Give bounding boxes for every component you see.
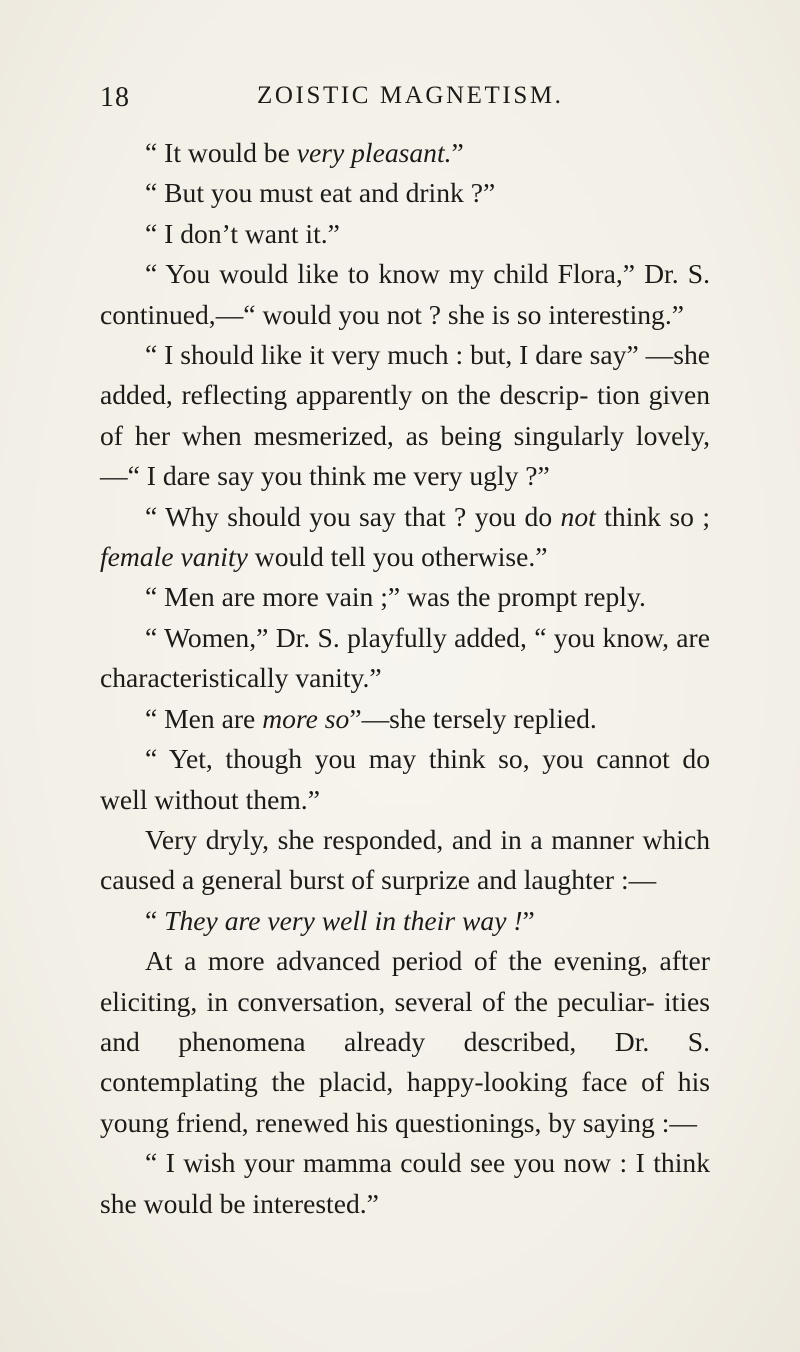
paragraph: “ I should like it very much : but, I dare say” —she added, reflecting apparently on the descrip- tion given of her when mesmerized, as being singularly lovely,—“ I dare say you think me very ugly ?”	[100, 339, 710, 492]
paragraph: Very dryly, she responded, and in a manner which caused a general burst of surprize and laughter :—	[100, 823, 710, 896]
paragraph: At a more advanced period of the evening, after eliciting, in conversation, several of the peculiar- ities and phenomena already described, Dr. S. contemplating the placid, happy-looking face of his young friend, renewed his questionings, by saying :—	[100, 945, 710, 1138]
paragraph: “ Men are more vain ;” was the prompt reply.	[145, 581, 646, 613]
paragraph: “ Women,” Dr. S. playfully added, “ you know, are characteristically vanity.”	[100, 621, 710, 694]
running-head: ZOISTIC MAGNETISM.	[257, 82, 564, 109]
paragraph: “ It would be very pleasant.”	[145, 137, 464, 168]
paragraph: “ I don’t want it.”	[145, 217, 340, 249]
page-number: 18	[100, 82, 130, 113]
paragraph: “ They are very well in their way !”	[145, 904, 535, 936]
paragraph: “ I wish your mamma could see you now : I think she would be interested.”	[100, 1147, 710, 1219]
paragraph: “ Yet, though you may think so, you cannot do well without them.”	[100, 743, 710, 815]
paragraph: “ But you must eat and drink ?”	[145, 177, 496, 209]
paragraph: “ Why should you say that ? you do not think so ; female vanity would tell you otherwise.”	[100, 500, 710, 573]
body-text	[100, 133, 710, 1224]
paragraph: “ Men are more so”—she tersely replied.	[145, 702, 597, 734]
paragraph: “ You would like to know my child Flora,” Dr. S. continued,—“ would you not ? she is so interesting.”	[100, 258, 710, 330]
page-header	[100, 82, 710, 116]
